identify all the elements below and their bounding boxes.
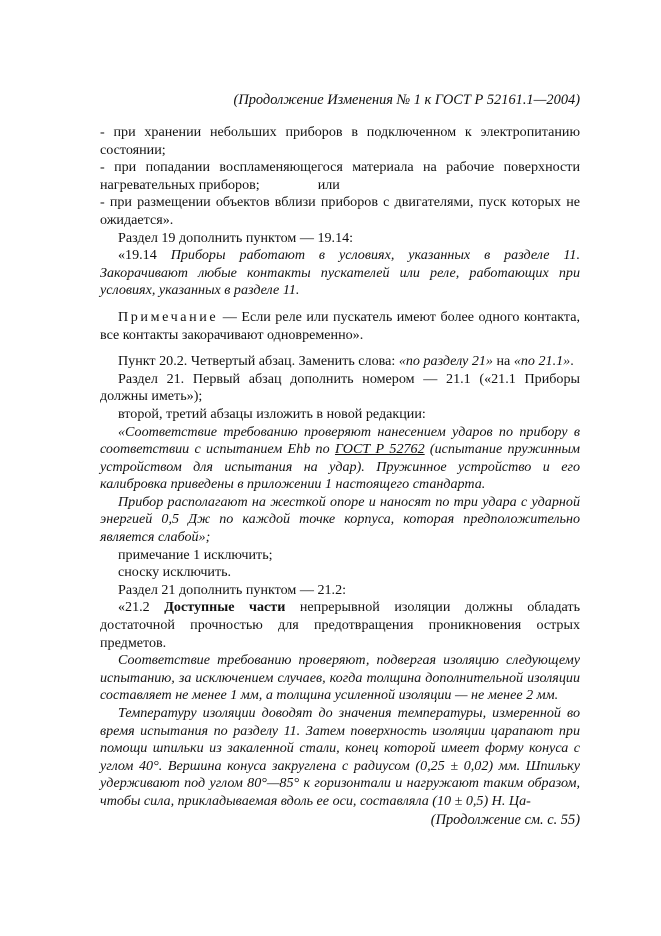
- list-item: - при хранении небольших приборов в подключенном к электропитанию состоянии;: [100, 124, 580, 158]
- defined-term: Доступные части: [164, 599, 286, 616]
- paragraph: Раздел 21. Первый абзац дополнить номером — 21.1 («21.1 Приборы должны иметь»);: [100, 370, 580, 405]
- standard-reference: ГОСТ Р 52762: [334, 441, 425, 458]
- document-body: [100, 124, 580, 811]
- paragraph: Пункт 20.2. Четвертый абзац. Заменить слова: «по разделу 21» на «по 21.1».: [118, 353, 574, 370]
- page-footer: (Продолжение см. с. 55): [430, 812, 580, 828]
- clause-21-2: «21.2 Доступные части непрерывной изоляции должны обладать достаточной прочностью для предотвращения проникновения острых предметов.: [100, 599, 581, 651]
- clause-19-14: «19.14 Приборы работают в условиях, указанных в разделе 11. Закорачивают любые контакты пускателей или реле, работающих при условиях, указанных в разделе 11.: [100, 247, 581, 299]
- paragraph: Соответствие требованию проверяют, подвергая изоляцию следующему испытанию, за исключением случаев, когда толщина дополнительной изоляции составляет не менее 1 мм, а толщина усиленной изоляции — не менее 2 мм.: [100, 652, 580, 704]
- note-paragraph: Примечание — Если реле или пускатель имеют более одного контакта, все контакты закорачивают одновременно».: [100, 308, 580, 343]
- paragraph: Прибор располагают на жесткой опоре и наносят по три удара с ударной энергией 0,5 Дж по каждой точке корпуса, которая предположительно является слабой»;: [100, 493, 580, 546]
- note-label: Примечание: [118, 308, 219, 325]
- paragraph: Раздел 21 дополнить пунктом — 21.2:: [118, 581, 347, 598]
- paragraph: сноску исключить.: [118, 564, 232, 581]
- paragraph: Раздел 19 дополнить пунктом — 19.14:: [118, 229, 354, 246]
- paragraph: второй, третий абзацы изложить в новой редакции:: [118, 405, 426, 422]
- list-item: - при попадании воспламеняющегося материала на рабочие поверхности нагревательных приборов; или: [100, 159, 580, 193]
- paragraph: Температуру изоляции доводят до значения температуры, измеренной во время испытания по разделу 11. Затем поверхность изоляции царапают при помощи шпильки из закаленной стали, конец которой имеет форму конуса с углом 40°. Вершина конуса закруглена с радиусом (0,25 ± 0,02) мм. Шпильку удерживают под углом 80°—85° к горизонтали и нагружают таким образом, чтобы сила, прикладываемая вдоль ее оси, составляла (10 ± 0,5) Н. Ца-: [100, 705, 580, 809]
- paragraph: «Соответствие требованию проверяют нанесением ударов по прибору в соответствии с испытанием Ehb по ГОСТ Р 52762 (испытание пружинным устройством для испытания на удар). Пружинное устройство и его калибровка приведены в приложении 1 настоящего стандарта.: [100, 423, 580, 493]
- page-header: (Продолжение Изменения № 1 к ГОСТ Р 52161.1—2004): [233, 92, 580, 108]
- list-item: - при размещении объектов вблизи приборов с двигателями, пуск которых не ожидается».: [100, 194, 580, 228]
- paragraph: примечание 1 исключить;: [118, 546, 273, 563]
